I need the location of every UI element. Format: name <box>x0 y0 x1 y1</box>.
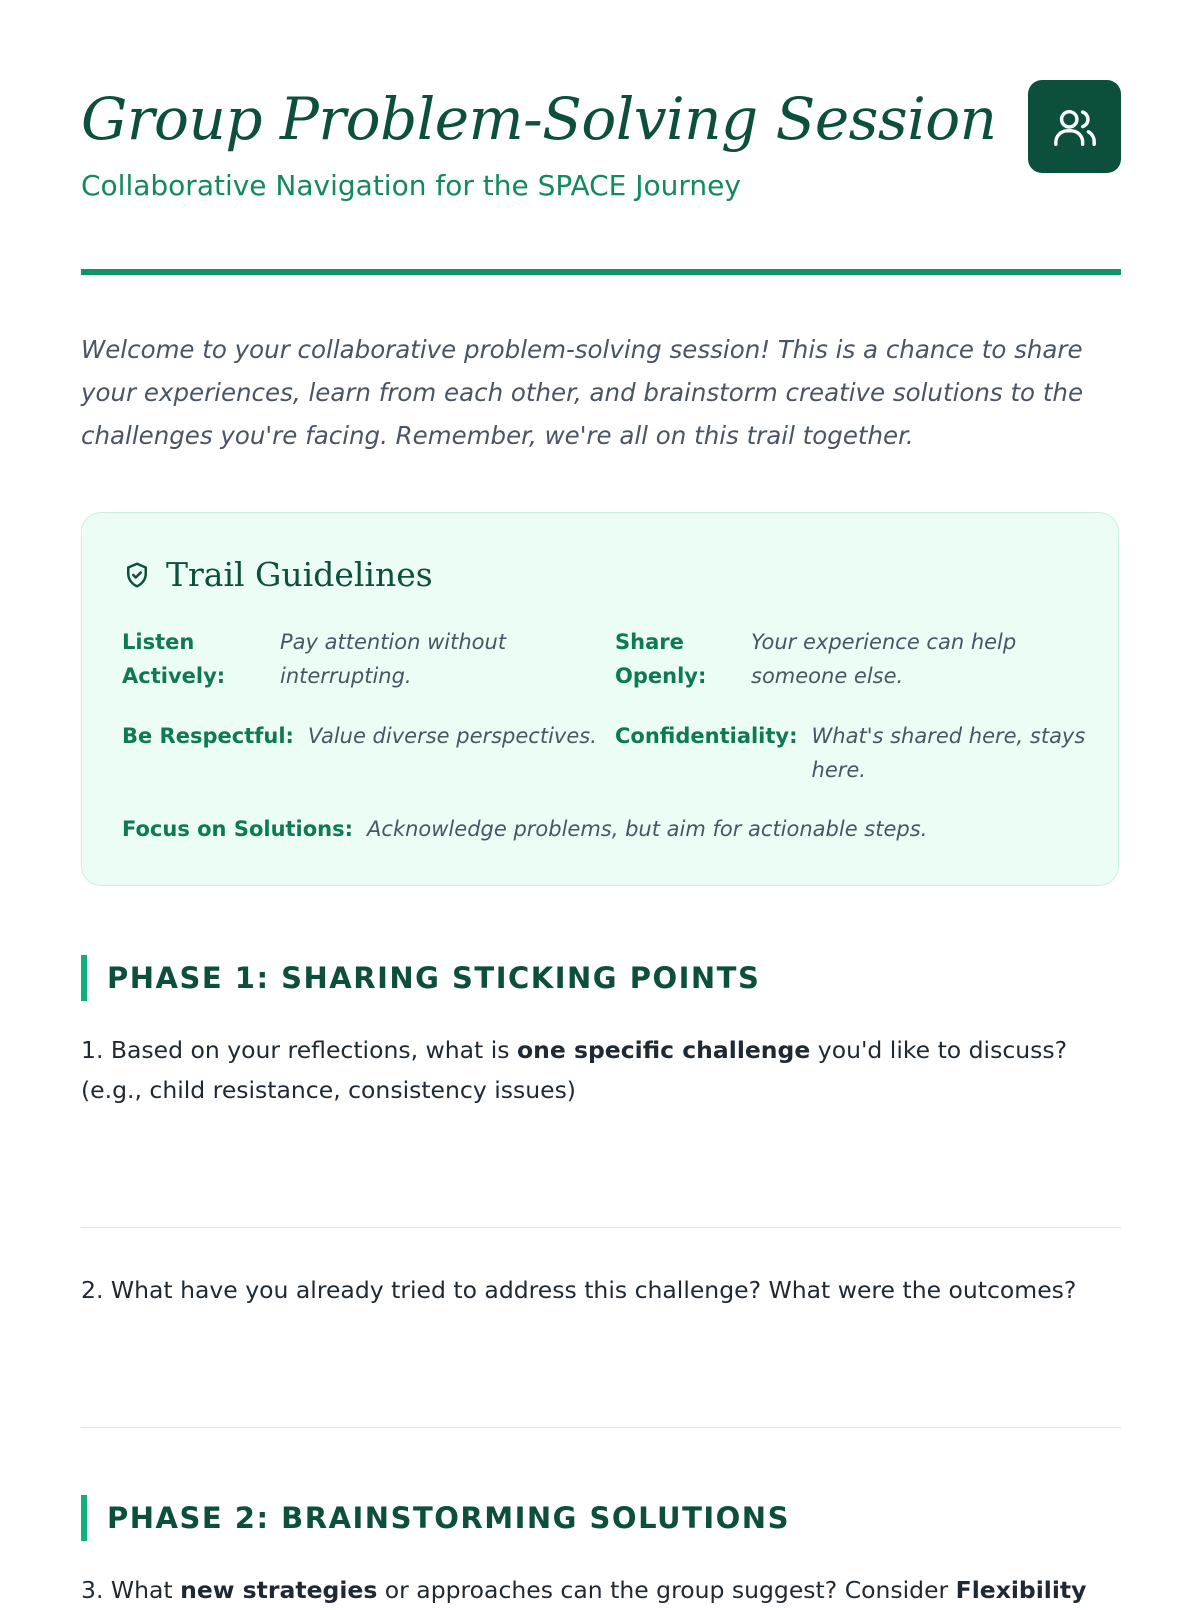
guideline-text: Value diverse perspectives. <box>307 724 597 748</box>
guideline-text: Acknowledge problems, but aim for actionable steps. <box>367 817 928 841</box>
guideline-label: Be Respectful: <box>122 724 294 748</box>
guideline-text: someone else. <box>751 664 904 688</box>
intro-text: Welcome to your collaborative problem-solving session! This is a chance to share your experiences, learn from each other, and brainstorm creative solutions to the challenges you're facing. Remember, we're all on this trail together. <box>81 335 1084 450</box>
phase-title: PHASE 2: BRAINSTORMING SOLUTIONS <box>107 1501 790 1535</box>
guideline-text: Pay attention without <box>280 630 507 654</box>
answer-area-divider <box>81 1427 1121 1428</box>
guideline-label: Listen <box>122 630 195 654</box>
guideline-label: Openly: <box>615 664 707 688</box>
question-3: 3. What new strategies or approaches can the group suggest? Consider Flexibility <box>81 1576 1087 1604</box>
phase-1-heading <box>81 955 760 1001</box>
guidelines-title-label: Trail Guidelines <box>166 555 433 594</box>
phase-2-heading <box>81 1495 790 1541</box>
question-emphasis: new strategies <box>180 1576 378 1604</box>
guideline-label: Focus on Solutions: <box>122 817 354 841</box>
guideline-label: Actively: <box>122 664 226 688</box>
guideline-focus <box>122 812 927 846</box>
guideline-text: What's shared here, stays <box>811 724 1086 748</box>
guideline-text: Your experience can help <box>751 630 1017 654</box>
guideline-confidentiality <box>615 719 1085 787</box>
question-emphasis: Flexibility <box>955 1576 1087 1604</box>
guideline-text: here. <box>811 758 866 782</box>
guideline-text: interrupting. <box>280 664 412 688</box>
header-divider <box>81 269 1121 275</box>
page-title: Group Problem-Solving Session <box>81 85 997 153</box>
question-1: 1. Based on your reflections, what is one specific challenge you'd like to discuss? (e.g., child resistance, consistency issues) <box>81 1036 1068 1104</box>
worksheet-page <box>81 0 1121 1604</box>
question-emphasis: one specific challenge <box>516 1036 811 1064</box>
guidelines-box <box>81 512 1119 886</box>
users-icon <box>1028 80 1121 173</box>
phase-accent-bar <box>81 955 87 1001</box>
header <box>81 0 1121 272</box>
guideline-label: Confidentiality: <box>615 724 798 748</box>
answer-area-divider <box>81 1227 1121 1228</box>
shield-check-icon <box>122 560 152 590</box>
guideline-label: Share <box>615 630 684 654</box>
phase-title: PHASE 1: SHARING STICKING POINTS <box>107 961 761 995</box>
page-subtitle: Collaborative Navigation for the SPACE Journey <box>81 169 741 202</box>
guideline-listen <box>122 625 506 693</box>
guideline-share <box>615 625 1016 693</box>
guideline-respectful <box>122 719 597 753</box>
question-2: 2. What have you already tried to address this challenge? What were the outcomes? <box>81 1276 1077 1304</box>
phase-accent-bar <box>81 1495 87 1541</box>
guidelines-title <box>122 555 433 594</box>
